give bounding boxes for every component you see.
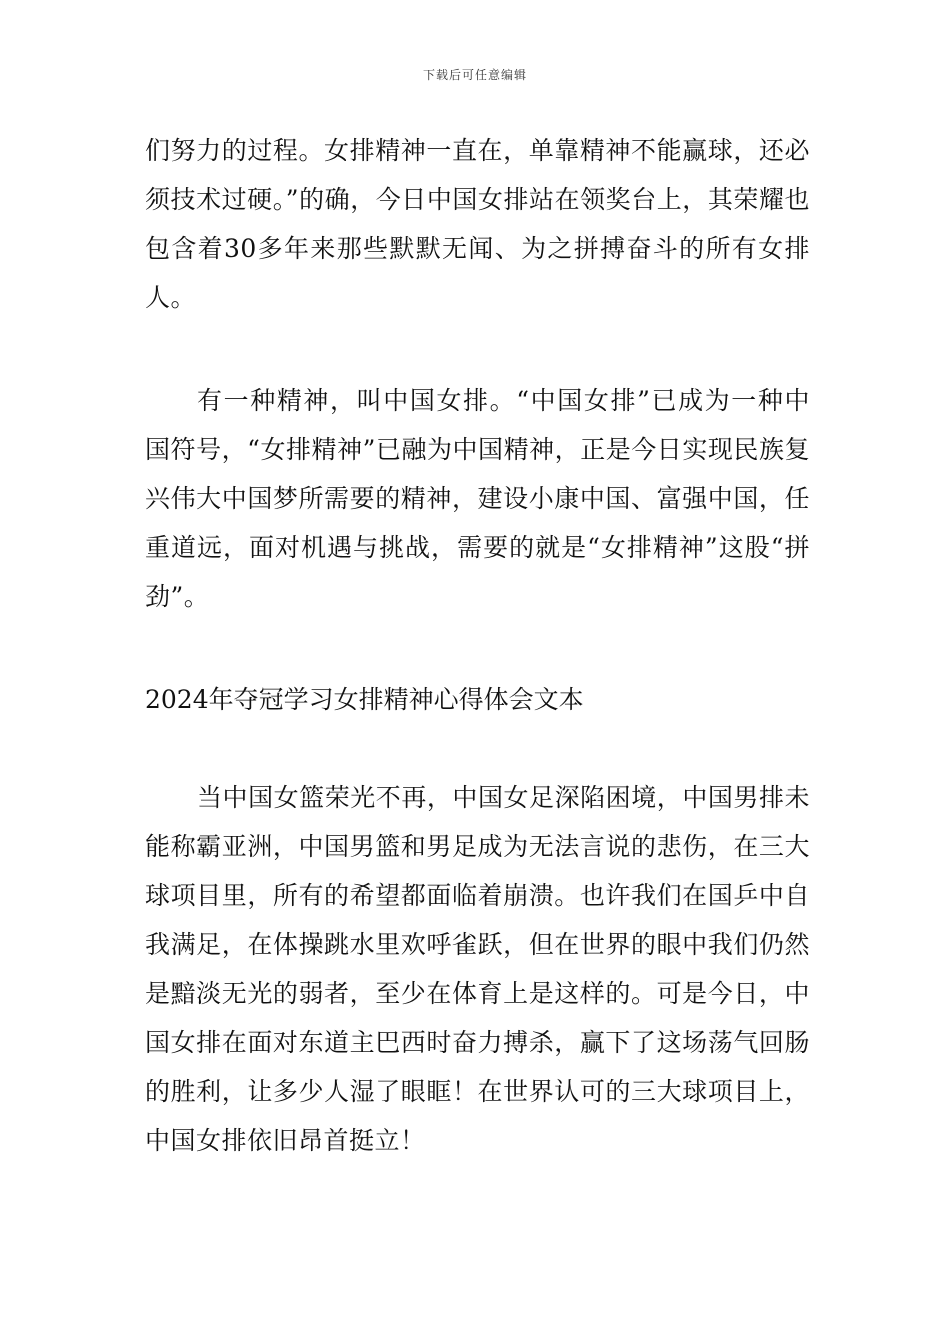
section-title: 2024年夺冠学习女排精神心得体会文本 (145, 685, 584, 714)
header-note: 下载后可任意编辑 (422, 68, 527, 82)
paragraph-continuation: 们努力的过程。女排精神一直在，单靠精神不能赢球，还必须技术过硬。”的确，今日中国女排站在领奖台上，其荣耀也包含着30多年来那些默默无闻、为之拼搏奋斗的所有女排人。 (145, 136, 810, 312)
paragraph-spirit: 有一种精神，叫中国女排。“中国女排”已成为一种中国符号，“女排精神”已融为中国精神，正是今日实现民族复兴伟大中国梦所需要的精神，建设小康中国、富强中国，任重道远，面对机遇与挑战，需要的就是“女排精神”这股“拼劲”。 (145, 386, 810, 611)
paragraph-volleyball: 当中国女篮荣光不再，中国女足深陷困境，中国男排未能称霸亚洲，中国男篮和男足成为无法言说的悲伤，在三大球项目里，所有的希望都面临着崩溃。也许我们在国乒中自我满足，在体操跳水里欢呼雀跃，但在世界的眼中我们仍然是黯淡无光的弱者，至少在体育上是这样的。可是今日，中国女排在面对东道主巴西时奋力搏杀，赢下了这场荡气回肠的胜利，让多少人湿了眼眶！在世界认可的三大球项目上，中国女排依旧昂首挺立！ (145, 783, 810, 1155)
